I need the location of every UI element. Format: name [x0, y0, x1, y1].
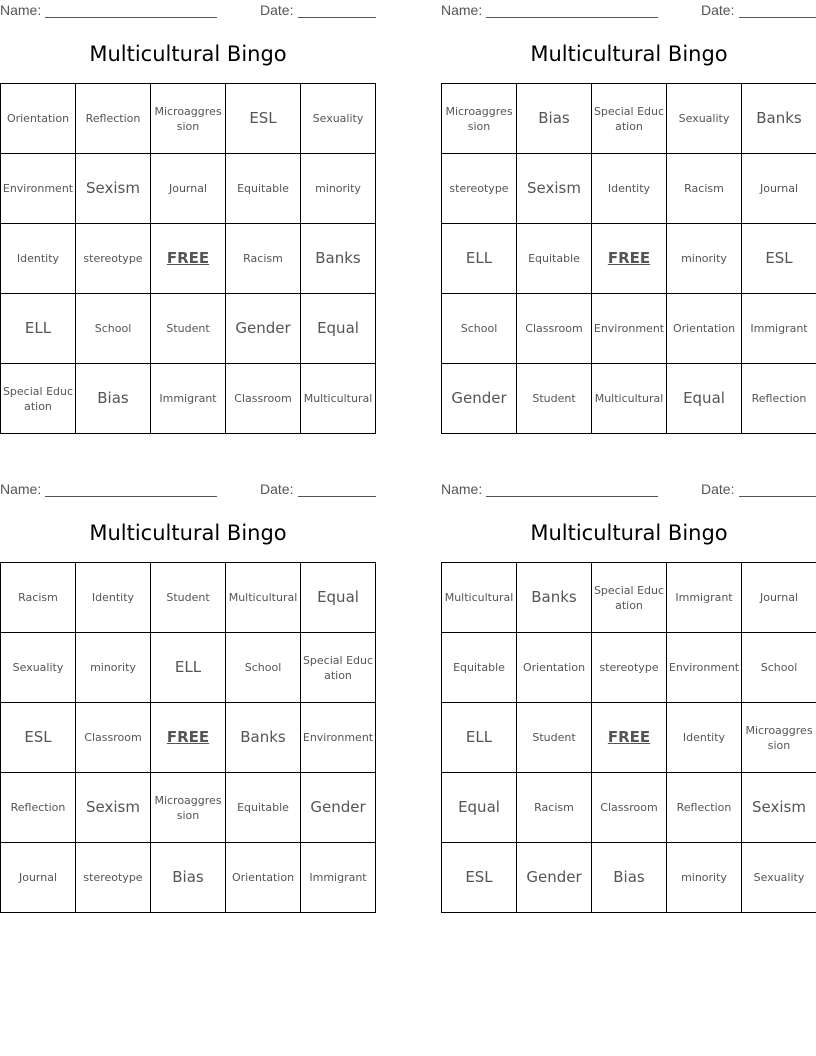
- name-blank: [486, 17, 658, 18]
- bingo-cell: Reflection: [667, 773, 742, 843]
- bingo-cell: Classroom: [226, 364, 301, 434]
- name-label: Name:: [441, 2, 483, 18]
- card-title: Multicultural Bingo: [89, 521, 287, 545]
- bingo-cell: Student: [151, 563, 226, 633]
- bingo-cell: Equitable: [226, 154, 301, 224]
- bingo-cell: ESL: [1, 703, 76, 773]
- date-label: Date:: [701, 481, 735, 497]
- date-blank: [739, 17, 816, 18]
- bingo-cell: Racism: [1, 563, 76, 633]
- bingo-cell: Environment: [667, 633, 742, 703]
- bingo-cell: Environment: [592, 294, 667, 364]
- bingo-cell: stereotype: [76, 224, 151, 294]
- bingo-cell: Gender: [517, 843, 592, 913]
- bingo-cell: Equitable: [442, 633, 517, 703]
- bingo-cell: Banks: [742, 84, 816, 154]
- bingo-cell: Orientation: [667, 294, 742, 364]
- date-label: Date:: [260, 2, 294, 18]
- bingo-cell: stereotype: [592, 633, 667, 703]
- date-label: Date:: [701, 2, 735, 18]
- bingo-cell: Banks: [301, 224, 376, 294]
- bingo-cell: Immigrant: [301, 843, 376, 913]
- name-blank: [45, 496, 217, 497]
- bingo-cell: Reflection: [1, 773, 76, 843]
- bingo-grid: [441, 83, 816, 434]
- name-date-line: [0, 2, 376, 20]
- name-date-line: [441, 481, 816, 499]
- bingo-cell: Microaggression: [151, 773, 226, 843]
- bingo-cell: Student: [517, 364, 592, 434]
- bingo-cell: Sexism: [742, 773, 816, 843]
- bingo-cell: School: [76, 294, 151, 364]
- bingo-cell: ELL: [442, 224, 517, 294]
- bingo-cell: Journal: [151, 154, 226, 224]
- bingo-cell: Banks: [517, 563, 592, 633]
- bingo-cell: Special Education: [1, 364, 76, 434]
- bingo-cell: Student: [517, 703, 592, 773]
- bingo-cell: Racism: [517, 773, 592, 843]
- bingo-cell: Sexuality: [667, 84, 742, 154]
- bingo-cell: Gender: [301, 773, 376, 843]
- bingo-cell: ESL: [442, 843, 517, 913]
- bingo-cell: School: [442, 294, 517, 364]
- date-blank: [298, 496, 376, 497]
- free-space: FREE: [592, 703, 667, 773]
- bingo-cell: Equitable: [226, 773, 301, 843]
- bingo-cell: Environment: [301, 703, 376, 773]
- bingo-cell: Multicultural: [442, 563, 517, 633]
- bingo-grid: [0, 562, 376, 913]
- bingo-cell: Immigrant: [742, 294, 816, 364]
- card-title: Multicultural Bingo: [530, 42, 728, 66]
- bingo-cell: minority: [667, 224, 742, 294]
- bingo-cell: Special Education: [592, 563, 667, 633]
- bingo-cell: Multicultural: [226, 563, 301, 633]
- bingo-cell: Immigrant: [667, 563, 742, 633]
- bingo-cell: ELL: [442, 703, 517, 773]
- bingo-cell: minority: [76, 633, 151, 703]
- bingo-cell: Identity: [76, 563, 151, 633]
- bingo-cell: Orientation: [226, 843, 301, 913]
- bingo-cell: Bias: [592, 843, 667, 913]
- free-space: FREE: [592, 224, 667, 294]
- bingo-cell: ESL: [226, 84, 301, 154]
- bingo-cell: minority: [301, 154, 376, 224]
- bingo-cell: Student: [151, 294, 226, 364]
- bingo-cell: Orientation: [517, 633, 592, 703]
- bingo-cell: Equal: [301, 294, 376, 364]
- bingo-cell: Reflection: [76, 84, 151, 154]
- bingo-cell: Identity: [667, 703, 742, 773]
- bingo-cell: Sexuality: [1, 633, 76, 703]
- bingo-cell: Gender: [226, 294, 301, 364]
- bingo-cell: Equal: [301, 563, 376, 633]
- bingo-cell: Bias: [151, 843, 226, 913]
- date-blank: [298, 17, 376, 18]
- bingo-cell: Environment: [1, 154, 76, 224]
- name-label: Name:: [441, 481, 483, 497]
- bingo-cell: stereotype: [76, 843, 151, 913]
- bingo-cell: Racism: [226, 224, 301, 294]
- bingo-cell: Multicultural: [301, 364, 376, 434]
- bingo-cell: Classroom: [592, 773, 667, 843]
- bingo-cell: Bias: [76, 364, 151, 434]
- name-label: Name:: [0, 481, 42, 497]
- bingo-cell: Multicultural: [592, 364, 667, 434]
- bingo-cell: Sexism: [517, 154, 592, 224]
- name-date-line: [441, 2, 816, 20]
- name-date-line: [0, 481, 376, 499]
- bingo-cell: Equitable: [517, 224, 592, 294]
- bingo-cell: Sexuality: [742, 843, 816, 913]
- bingo-grid: [0, 83, 376, 434]
- bingo-cell: Microaggression: [442, 84, 517, 154]
- bingo-cell: ELL: [151, 633, 226, 703]
- bingo-cell: School: [226, 633, 301, 703]
- date-blank: [739, 496, 816, 497]
- name-blank: [45, 17, 217, 18]
- bingo-cell: Sexuality: [301, 84, 376, 154]
- bingo-cell: Classroom: [76, 703, 151, 773]
- bingo-cell: Banks: [226, 703, 301, 773]
- bingo-cell: Microaggression: [151, 84, 226, 154]
- bingo-cell: Racism: [667, 154, 742, 224]
- bingo-grid: [441, 562, 816, 913]
- bingo-cell: stereotype: [442, 154, 517, 224]
- bingo-cell: Identity: [1, 224, 76, 294]
- date-label: Date:: [260, 481, 294, 497]
- name-blank: [486, 496, 658, 497]
- bingo-cell: Immigrant: [151, 364, 226, 434]
- bingo-cell: Special Education: [592, 84, 667, 154]
- bingo-cell: ESL: [742, 224, 816, 294]
- bingo-cell: Special Education: [301, 633, 376, 703]
- bingo-cell: Orientation: [1, 84, 76, 154]
- bingo-cell: School: [742, 633, 816, 703]
- bingo-cell: ELL: [1, 294, 76, 364]
- bingo-cell: Journal: [742, 563, 816, 633]
- bingo-cell: Journal: [742, 154, 816, 224]
- bingo-cell: Bias: [517, 84, 592, 154]
- bingo-cell: Sexism: [76, 154, 151, 224]
- name-label: Name:: [0, 2, 42, 18]
- bingo-cell: Sexism: [76, 773, 151, 843]
- free-space: FREE: [151, 703, 226, 773]
- free-space: FREE: [151, 224, 226, 294]
- bingo-cell: Identity: [592, 154, 667, 224]
- bingo-cell: Equal: [667, 364, 742, 434]
- bingo-cell: Equal: [442, 773, 517, 843]
- card-title: Multicultural Bingo: [89, 42, 287, 66]
- bingo-cell: Gender: [442, 364, 517, 434]
- bingo-cell: minority: [667, 843, 742, 913]
- bingo-cell: Journal: [1, 843, 76, 913]
- bingo-cell: Classroom: [517, 294, 592, 364]
- bingo-cell: Reflection: [742, 364, 816, 434]
- card-title: Multicultural Bingo: [530, 521, 728, 545]
- bingo-cell: Microaggression: [742, 703, 816, 773]
